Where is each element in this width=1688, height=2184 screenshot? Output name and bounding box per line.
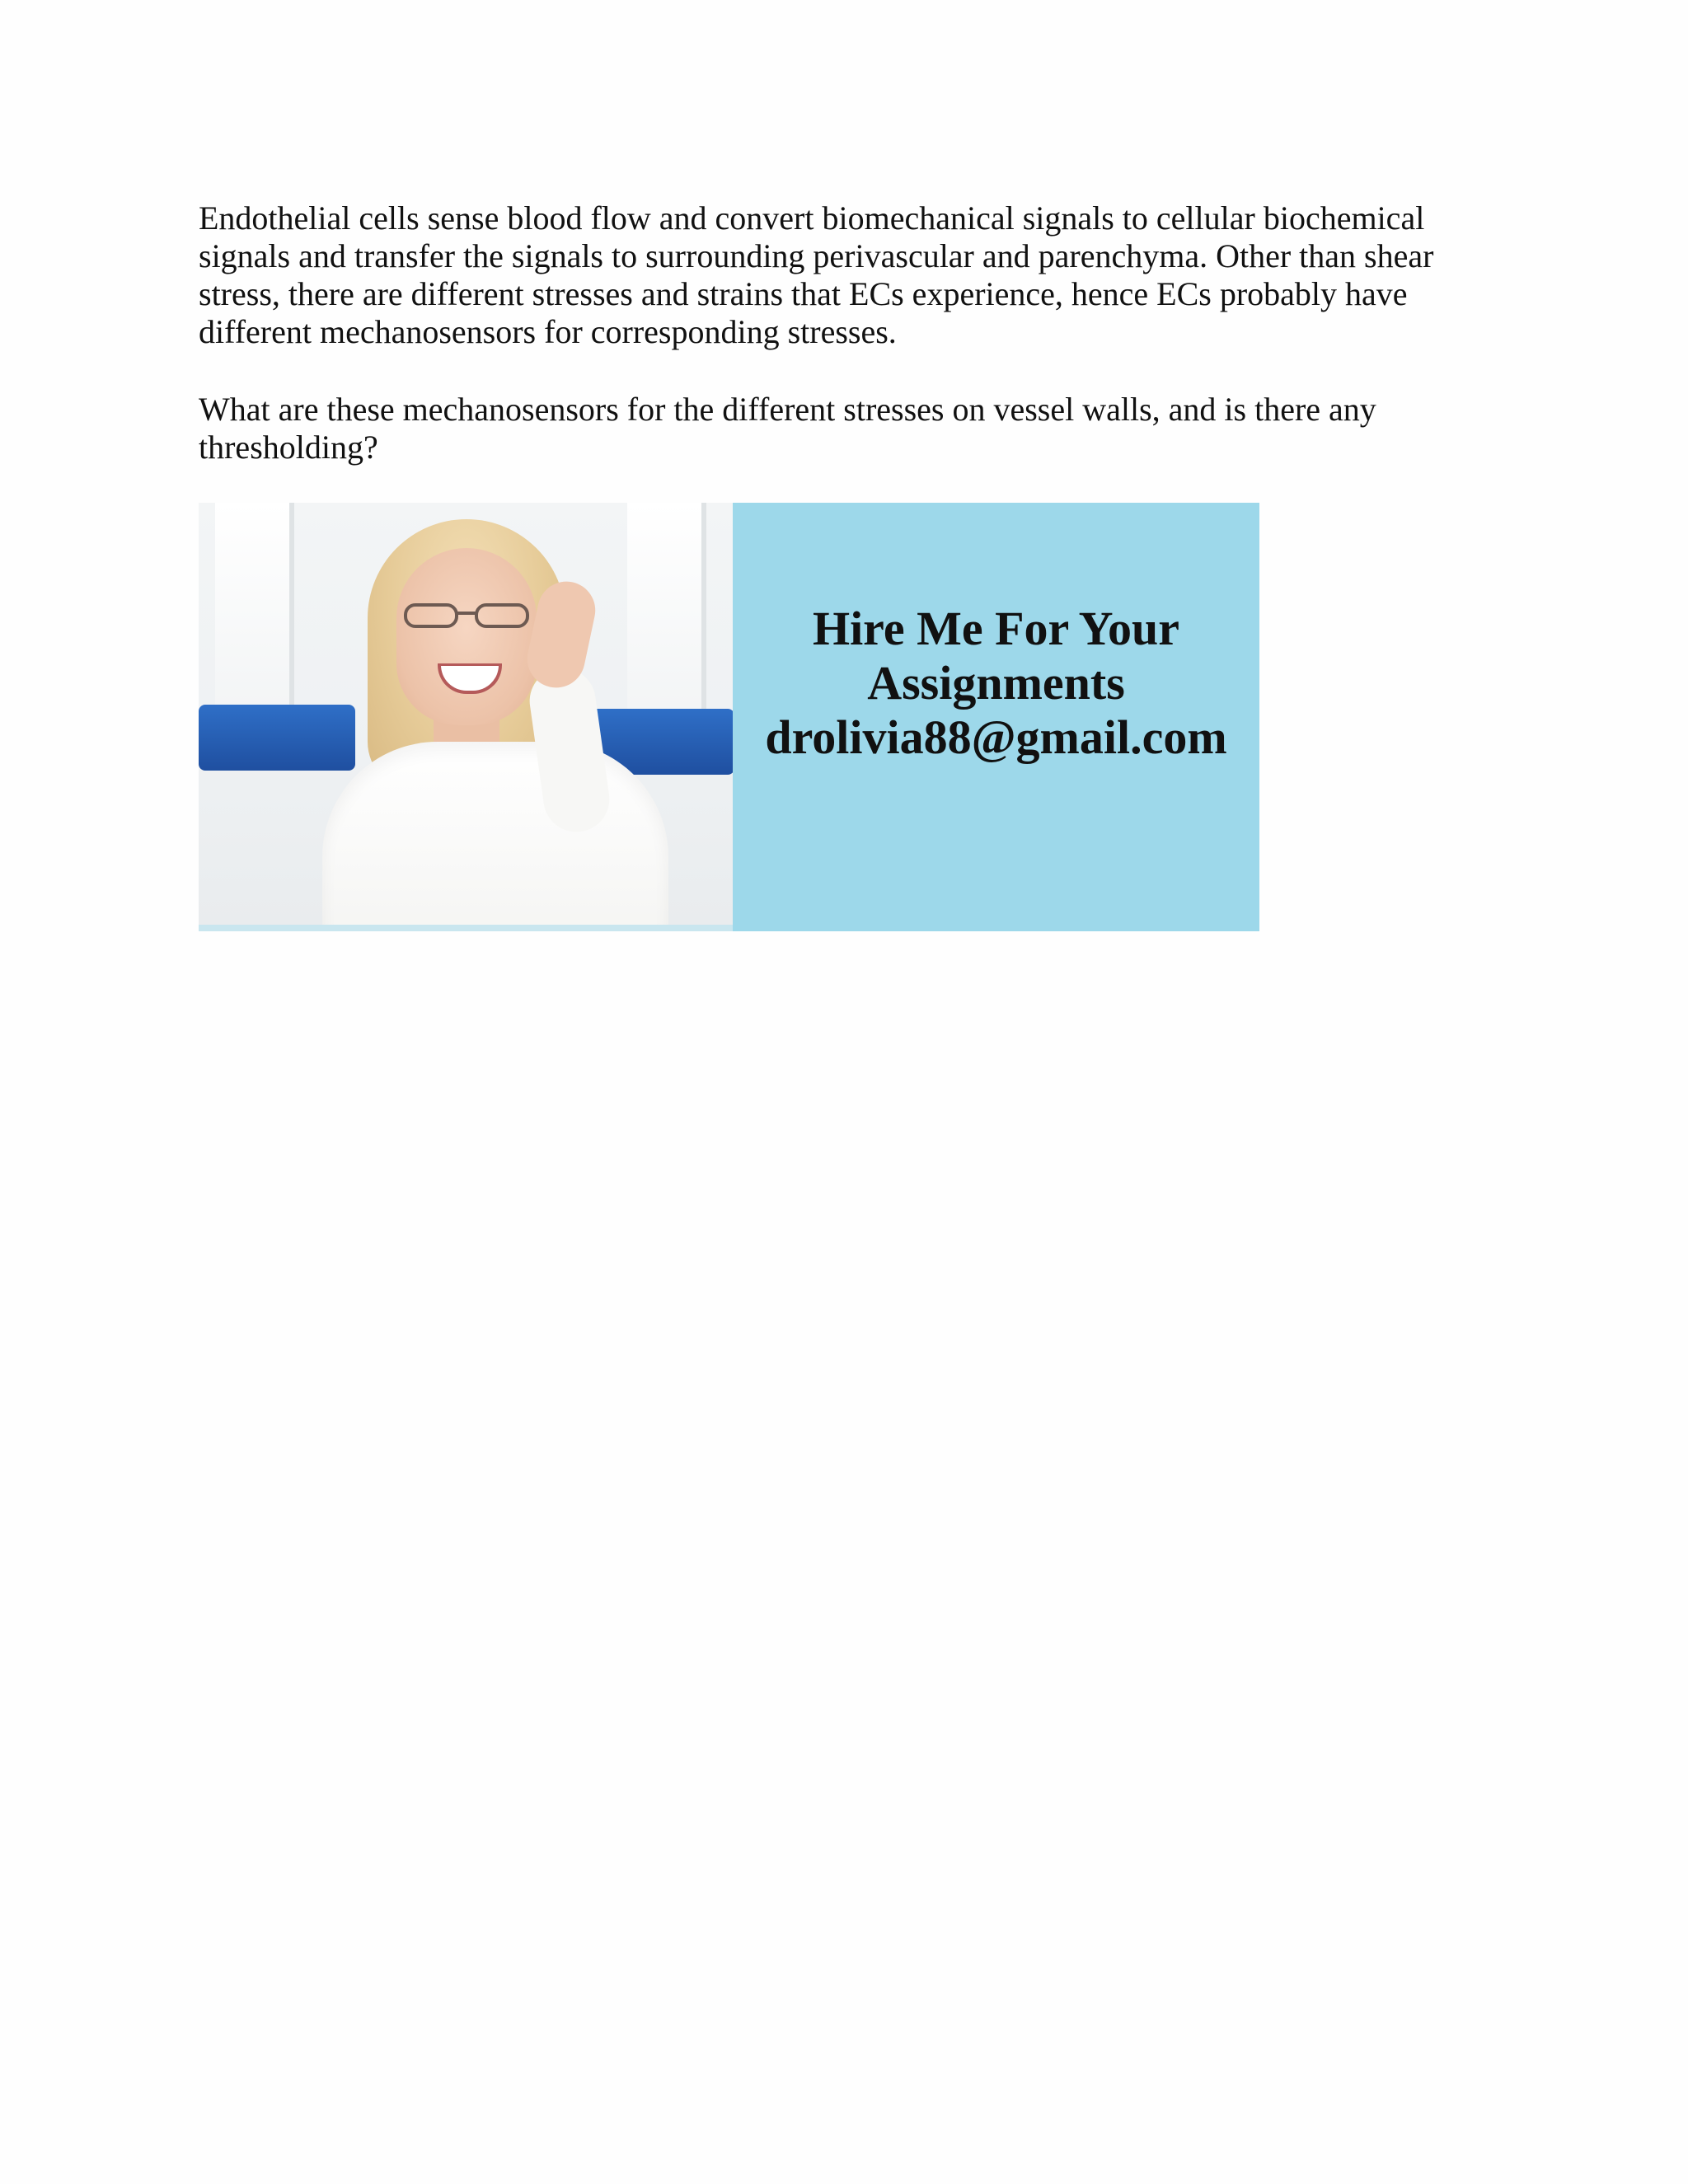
- background-window: [627, 503, 706, 725]
- face: [396, 548, 537, 725]
- glasses-icon: [401, 602, 532, 630]
- banner-line-2: Assignments: [867, 656, 1125, 710]
- woman-photo: [199, 503, 733, 925]
- white-blouse: [322, 742, 668, 925]
- banner-email: drolivia88@gmail.com: [765, 710, 1227, 764]
- advertisement-banner: [199, 503, 1259, 931]
- photo-bottom-strip: [199, 925, 733, 931]
- question-paragraph-1: Endothelial cells sense blood flow and convert biomechanical signals to cellular biochemical signals and transfer the signals to surrounding perivascular and parenchyma. Other than shear stress, there are different stresses and strains that ECs experience, hence ECs probably have different mechanosensors for corresponding stresses.: [199, 199, 1434, 350]
- banner-line-1: Hire Me For Your: [812, 602, 1180, 655]
- banner-text: [743, 602, 1250, 765]
- question-paragraph-2: What are these mechanosensors for the different stresses on vessel walls, and is there any thresholding?: [199, 391, 1376, 466]
- background-window: [215, 503, 294, 725]
- blue-chair: [199, 705, 355, 771]
